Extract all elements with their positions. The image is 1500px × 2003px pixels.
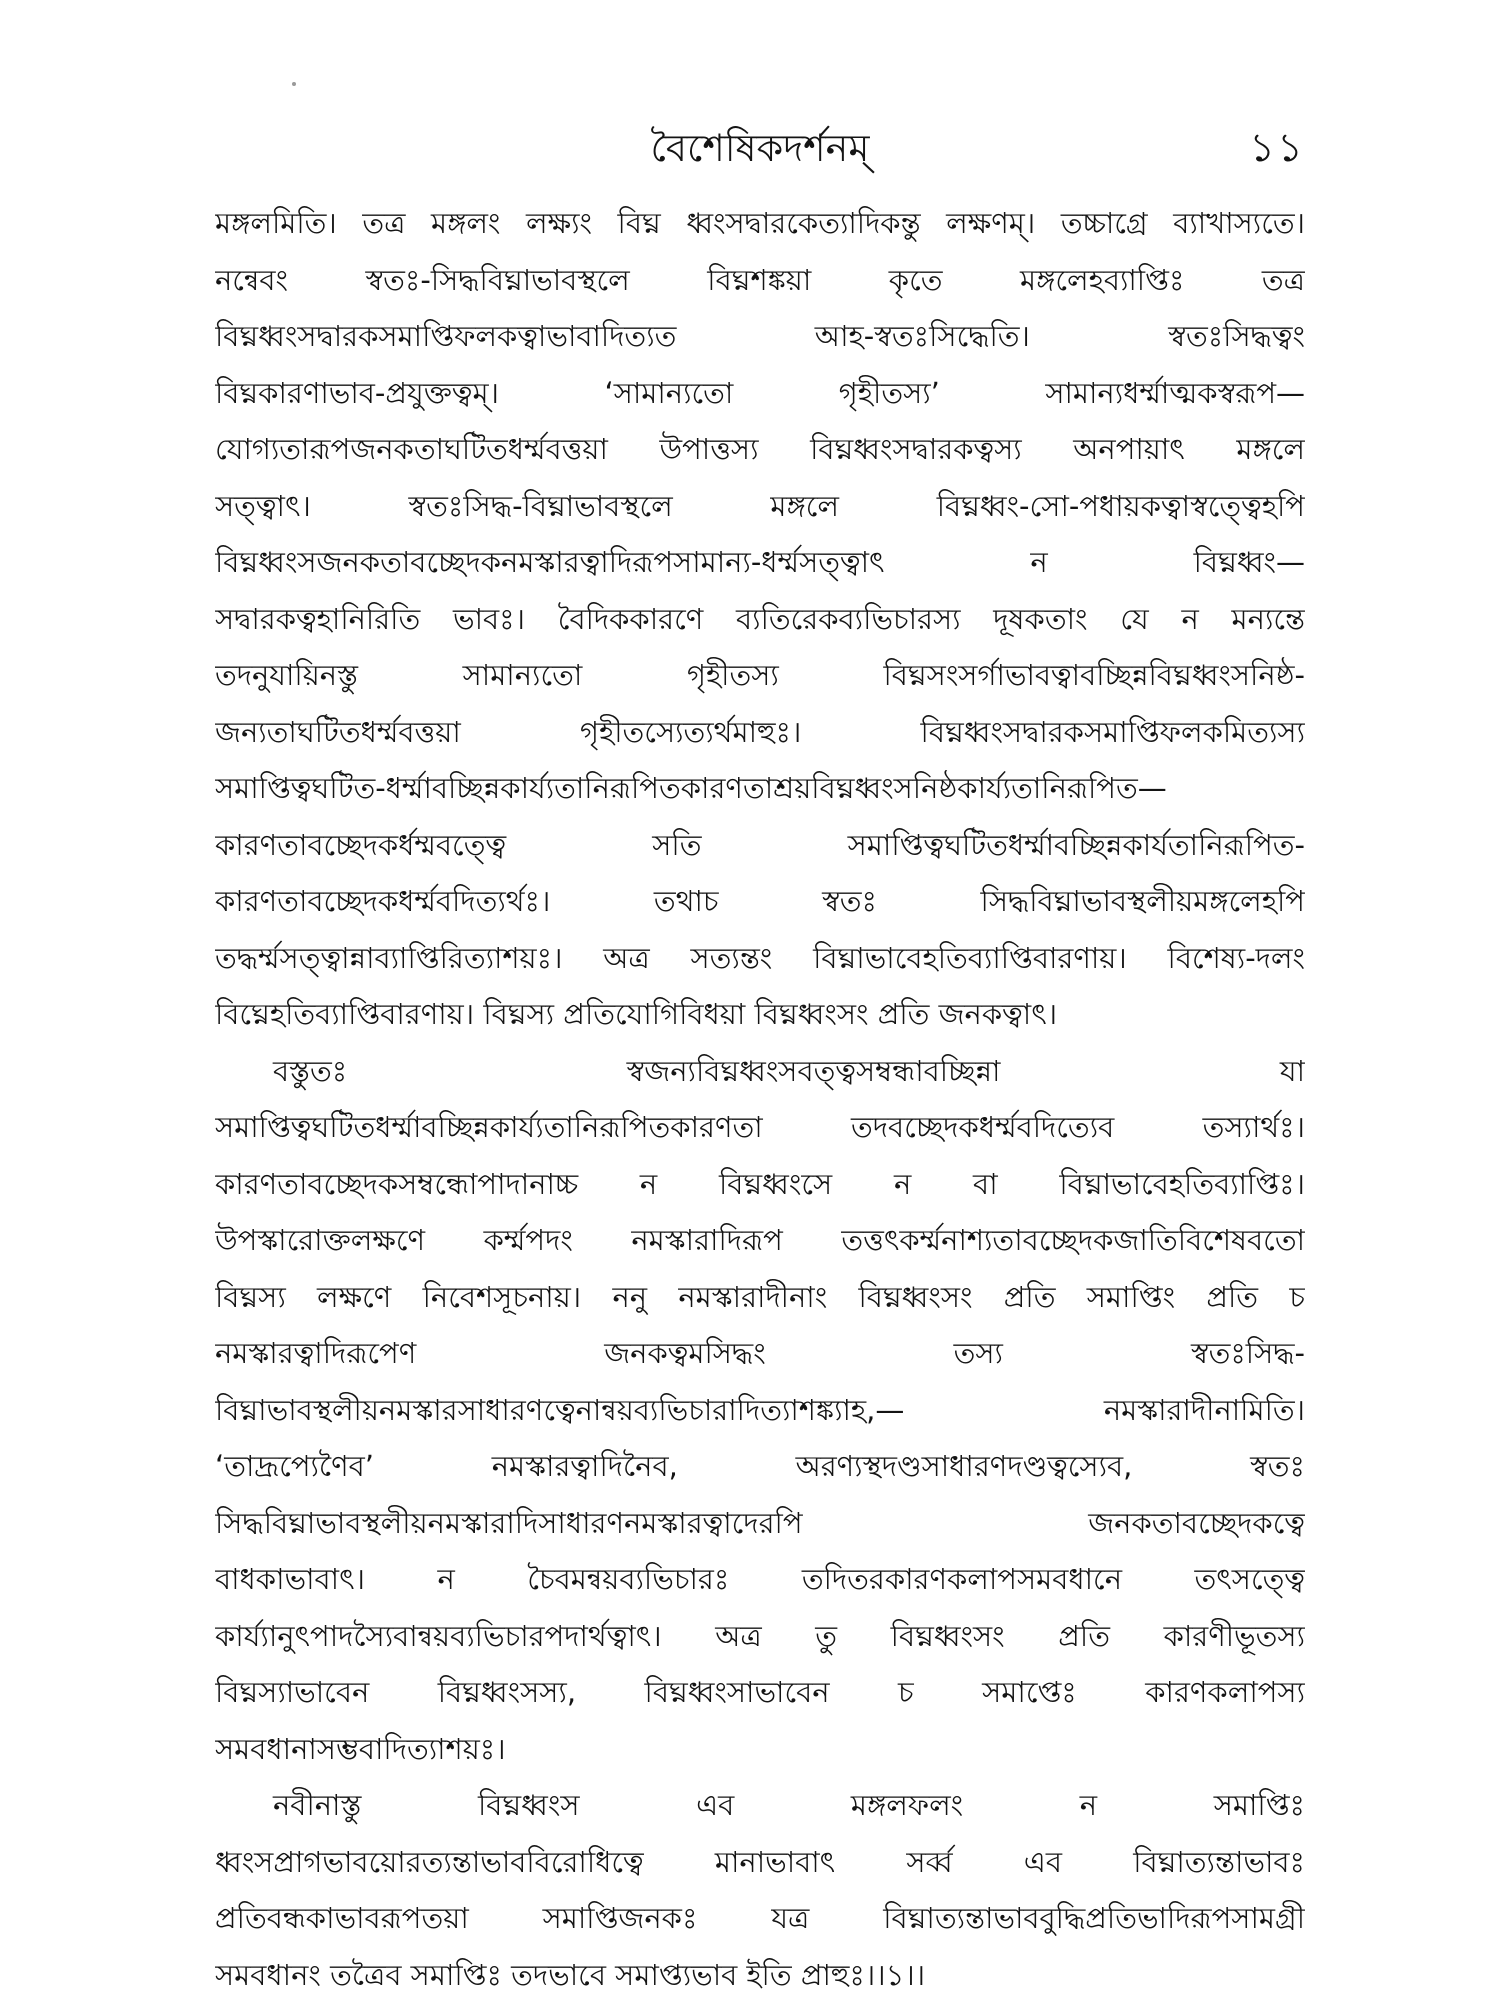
text-line: বাধকাভাবাৎ। ন চৈবমন্বয়ব্যভিচারঃ তদিতরকারণকলাপসমবধানে তৎসত্ত্বে — [215, 1551, 1305, 1608]
text-line: বিঘ্নধ্বংসদ্বারকসমাপ্তিফলকত্বাভাবাদিত্যত আহ-স্বতঃসিদ্ধেতি। স্বতঃসিদ্ধত্বং — [215, 308, 1305, 365]
text-line: যোগ্যতারূপজনকতাঘটিতধর্ম্মবত্তয়া উপাত্তস্য বিঘ্নধ্বংসদ্বারকত্বস্য অনপায়াৎ মঙ্গলে — [215, 421, 1305, 478]
text-line: নমস্কারত্বাদিরূপেণ জনকত্বমসিদ্ধং তস্য স্বতঃসিদ্ধ- — [215, 1325, 1305, 1382]
text-line: সদ্বারকত্বহানিরিতি ভাবঃ। বৈদিককারণে ব্যতিরেকব্যভিচারস্য দূষকতাং যে ন মন্যন্তে — [215, 591, 1305, 648]
text-line: তদ্ধর্ম্মসত্ত্বান্নাব্যাপ্তিরিত্যাশয়ঃ। অত্র সত্যন্তং বিঘ্নাভাবেহতিব্যাপ্তিবারণায়। বিশেষ্য-দলং — [215, 930, 1305, 987]
text-line: বিঘ্নস্য লক্ষণে নিবেশসূচনায়। ননু নমস্কারাদীনাং বিঘ্নধ্বংসং প্রতি সমাপ্তিং প্রতি চ — [215, 1269, 1305, 1326]
text-line: ‘তাদ্রূপ্যেণৈব’ নমস্কারত্বাদিনৈব, অরণ্যস্থদণ্ডসাধারণদণ্ডত্বস্যেব, স্বতঃ — [215, 1438, 1305, 1495]
text-line: ধ্বংসপ্রাগভাবয়োরত্যন্তাভাববিরোধিত্বে মানাভাবাৎ সর্ব্ব এব বিঘ্নাত্যন্তাভাবঃ — [215, 1834, 1305, 1891]
text-line: জন্যতাঘটিতধর্ম্মবত্তয়া গৃহীতস্যেত্যর্থমাহুঃ। বিঘ্নধ্বংসদ্বারকসমাপ্তিফলকমিত্যস্য — [215, 704, 1305, 761]
paragraph-start-line: বস্তুতঃ স্বজন্যবিঘ্নধ্বংসবত্ত্বসম্বন্ধাবচ্ছিন্না যা — [215, 1043, 1305, 1100]
text-line: তদনুযায়িনস্তু সামান্যতো গৃহীতস্য বিঘ্নসংসর্গাভাবত্বাবচ্ছিন্নবিঘ্নধ্বংসনিষ্ঠ- — [215, 647, 1305, 704]
page-number: ১১ — [1249, 118, 1305, 178]
text-line: সমবধানং তত্রৈব সমাপ্তিঃ তদভাবে সমাপ্ত্যভাব ইতি প্রাহুঃ।।১।। — [215, 1947, 1305, 2003]
text-line: সমবধানাসম্ভবাদিত্যাশয়ঃ। — [215, 1721, 1305, 1778]
text-line: কারণতাবচ্ছেদকর্ধম্মবত্ত্বে সতি সমাপ্তিত্বঘটিতধর্ম্মাবচ্ছিন্নকার্যতানিরূপিত- — [215, 817, 1305, 874]
text-line: নন্বেবং স্বতঃ-সিদ্ধবিঘ্নাভাবস্থলে বিঘ্নশঙ্কয়া কৃতে মঙ্গলেহব্যাপ্তিঃ তত্র — [215, 252, 1305, 309]
text-line: সমাপ্তিত্বঘটিতধর্ম্মাবচ্ছিন্নকার্য্যতানিরূপিতকারণতা তদবচ্ছেদকধর্ম্মবদিত্যেব তস্যার্থঃ। — [215, 1099, 1305, 1156]
text-line: কারণতাবচ্ছেদকধর্ম্মবদিত্যর্থঃ। তথাচ স্বতঃ সিদ্ধবিঘ্নাভাবস্থলীয়মঙ্গলেহপি — [215, 873, 1305, 930]
text-line: কারণতাবচ্ছেদকসম্বন্ধোপাদানাচ্চ ন বিঘ্নধ্বংসে ন বা বিঘ্নাভাবেহতিব্যাপ্তিঃ। — [215, 1156, 1305, 1213]
text-line: কার্য্যানুৎপাদস্যৈবান্বয়ব্যভিচারপদার্থত্বাৎ। অত্র তু বিঘ্নধ্বংসং প্রতি কারণীভূতস্য — [215, 1608, 1305, 1665]
text-line: মঙ্গলমিতি। তত্র মঙ্গলং লক্ষ্যং বিঘ্ন ধ্বংসদ্বারকেত্যাদিকন্তু লক্ষণম্। তচ্চাগ্রে ব্যাখাস্যতে। — [215, 195, 1305, 252]
paragraph-start-line: নবীনাস্তু বিঘ্নধ্বংস এব মঙ্গলফলং ন সমাপ্তিঃ — [215, 1777, 1305, 1834]
text-line: বিঘ্নেহতিব্যাপ্তিবারণায়। বিঘ্নস্য প্রতিযোগিবিধয়া বিঘ্নধ্বংসং প্রতি জনকত্বাৎ। — [215, 986, 1305, 1043]
text-line: বিঘ্নধ্বংসজনকতাবচ্ছেদকনমস্কারত্বাদিরূপসামান্য-ধর্ম্মসত্ত্বাৎ ন বিঘ্নধ্বং— — [215, 534, 1305, 591]
text-line: উপস্কারোক্তলক্ষণে কর্ম্মপদং নমস্কারাদিরূপ তত্তৎকর্ম্মনাশ্যতাবচ্ছেদকজাতিবিশেষবতো — [215, 1212, 1305, 1269]
text-line: সত্ত্বাৎ। স্বতঃসিদ্ধ-বিঘ্নাভাবস্থলে মঙ্গলে বিঘ্নধ্বং-সো-পধায়কত্বাস্বত্ত্বেহপি — [215, 478, 1305, 535]
text-line: সিদ্ধবিঘ্নাভাবস্থলীয়নমস্কারাদিসাধারণনমস্কারত্বাদেরপি জনকতাবচ্ছেদকত্বে — [215, 1495, 1305, 1552]
text-line: বিঘ্নকারণাভাব-প্রযুক্তত্বম্। ‘সামান্যতো গৃহীতস্য’ সামান্যধর্ম্মাত্মকস্বরূপ— — [215, 365, 1305, 422]
body-text — [215, 195, 1305, 2003]
page-header — [215, 118, 1305, 178]
text-line: বিঘ্নাভাবস্থলীয়নমস্কারসাধারণত্বেনান্বয়ব্যভিচারাদিত্যাশঙ্ক্যাহ,— নমস্কারাদীনামিতি। — [215, 1382, 1305, 1439]
text-line: সমাপ্তিত্বঘটিত-ধর্ম্মাবচ্ছিন্নকার্য্যতানিরূপিতকারণতাশ্রয়বিঘ্নধ্বংসনিষ্ঠকার্য্যতানিরূপিত— — [215, 760, 1305, 817]
text-line: বিঘ্নস্যাভাবেন বিঘ্নধ্বংসস্য, বিঘ্নধ্বংসাভাবেন চ সমাপ্তেঃ কারণকলাপস্য — [215, 1664, 1305, 1721]
text-line: প্রতিবন্ধকাভাবরূপতয়া সমাপ্তিজনকঃ যত্র বিঘ্নাত্যন্তাভাববুদ্ধিপ্রতিভাদিরূপসামগ্রী — [215, 1890, 1305, 1947]
running-title: বৈশেষিকদর্শনম্ — [215, 118, 1305, 178]
print-speck — [292, 82, 296, 86]
